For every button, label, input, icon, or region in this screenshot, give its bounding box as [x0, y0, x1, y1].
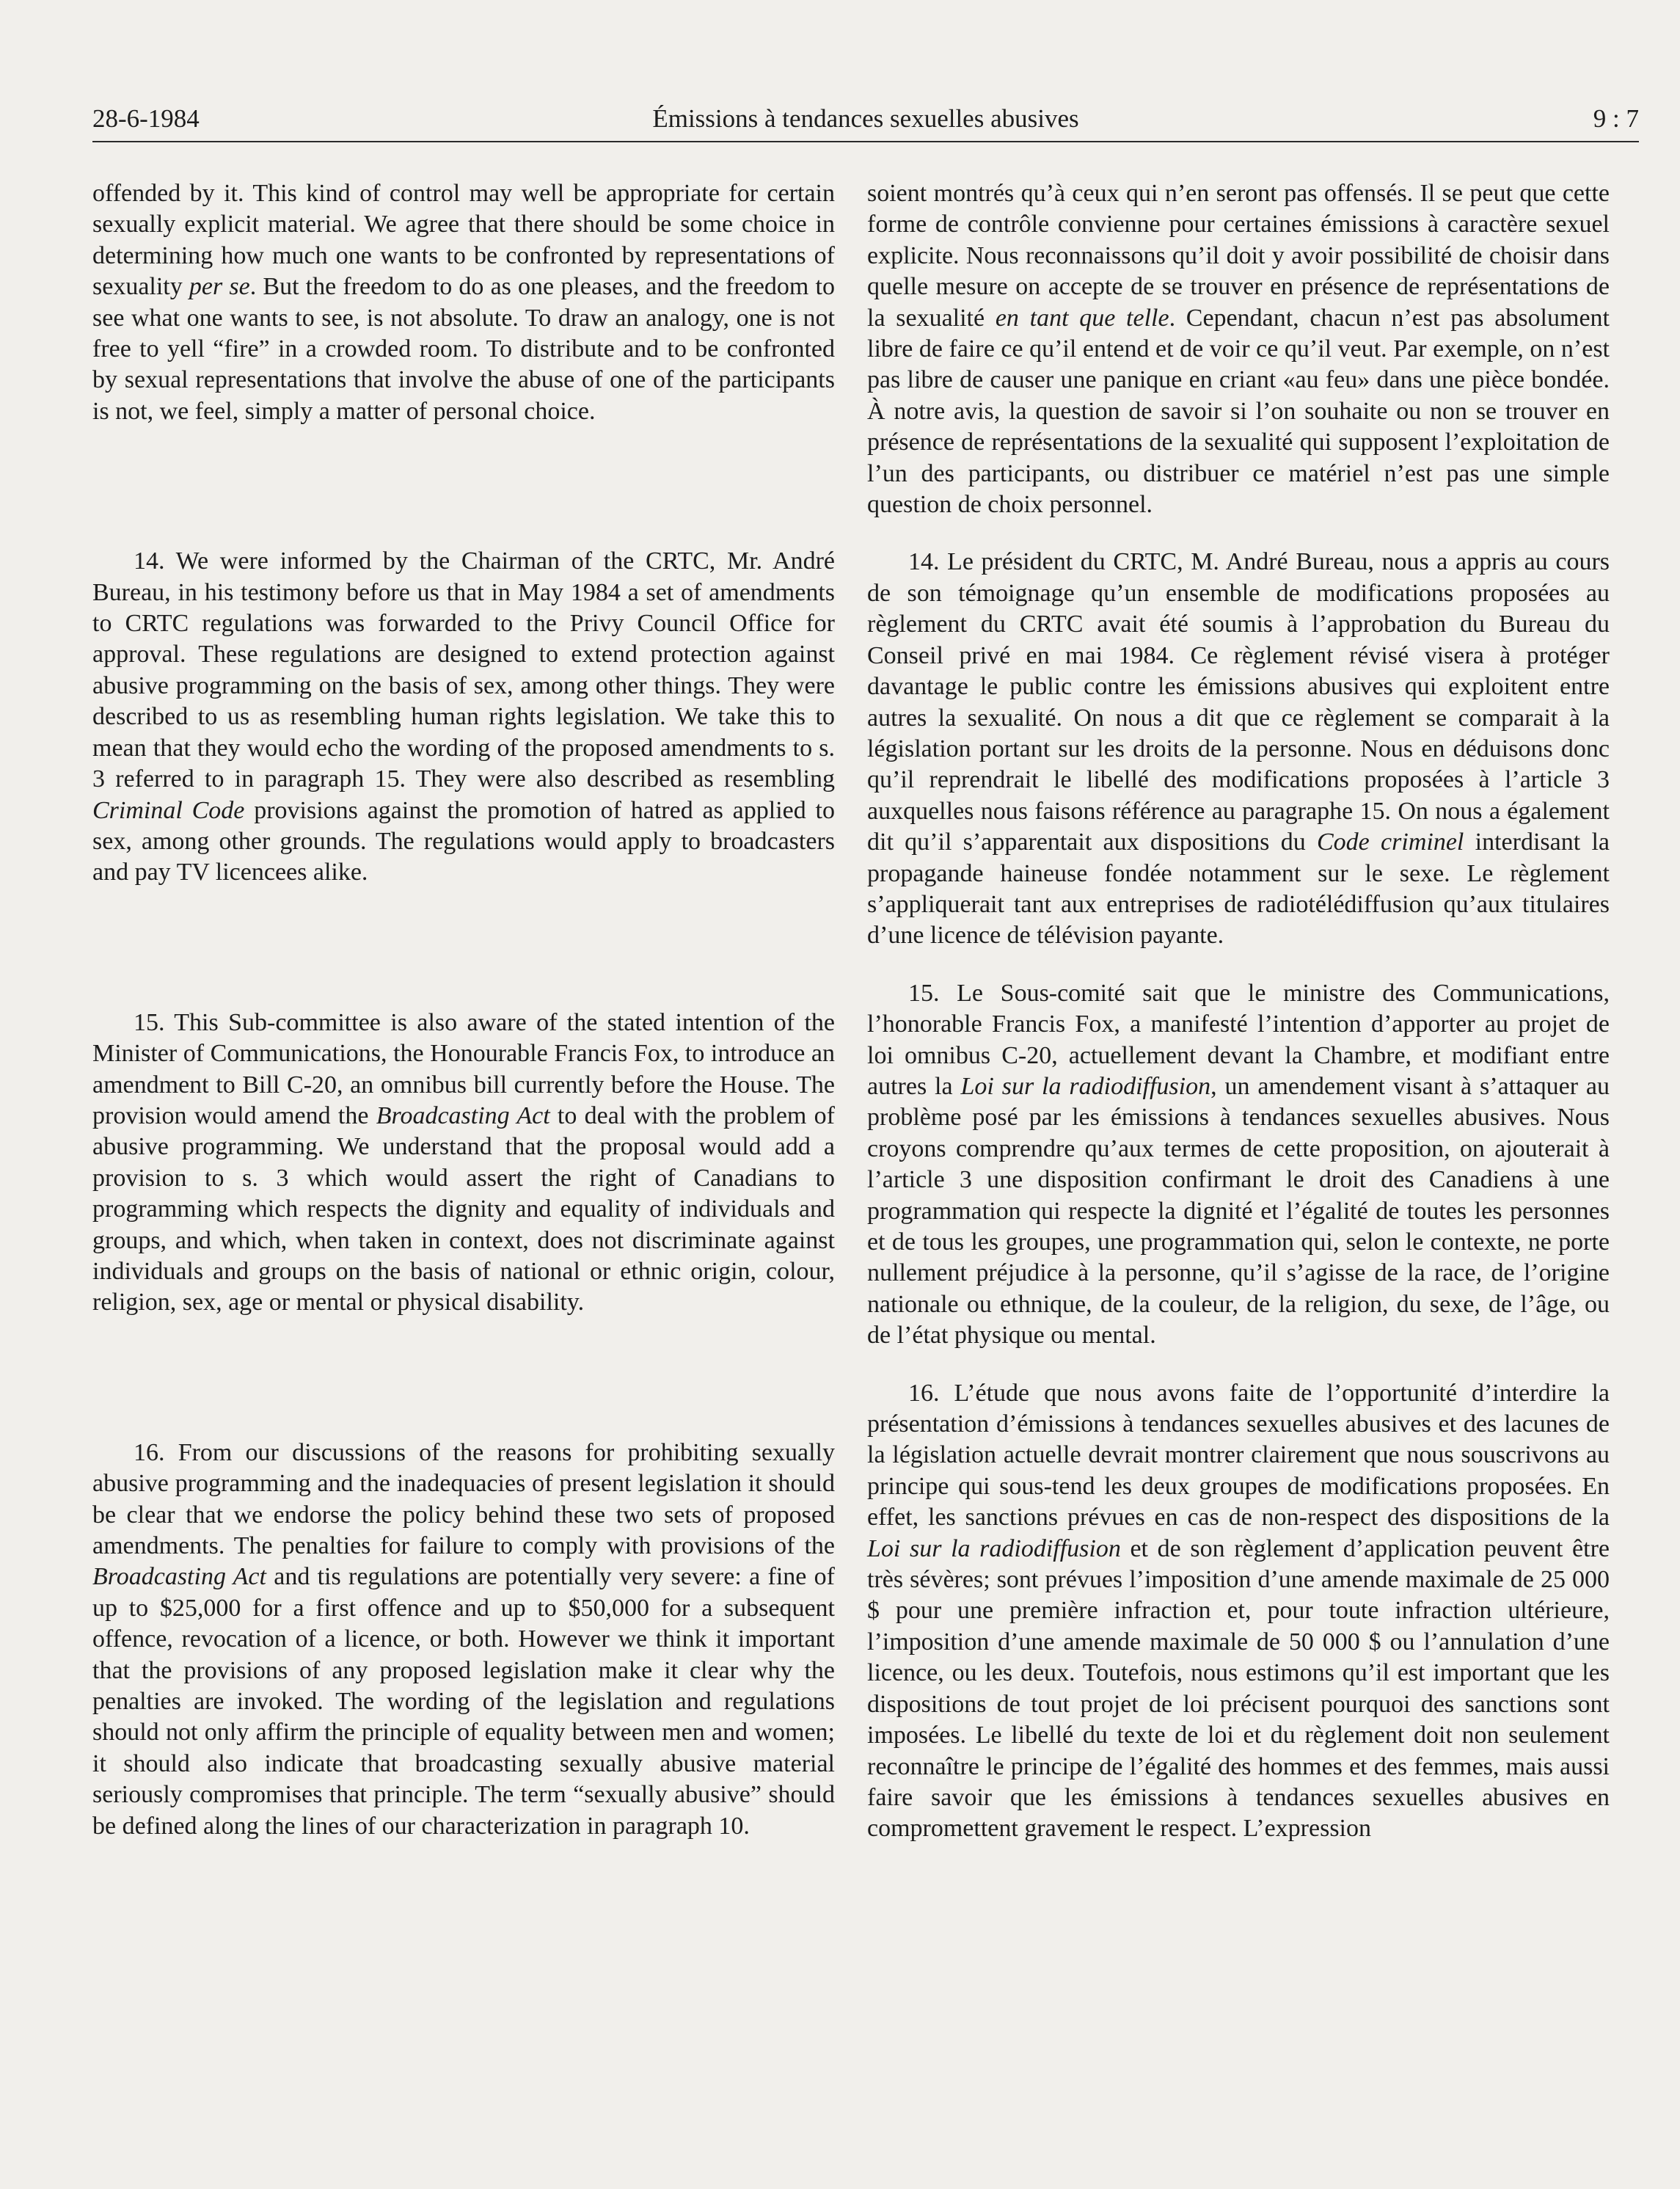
- en-paragraph-continued: [92, 178, 835, 427]
- text-run: 15. This Sub-committee is also aware of the stated intention of the Minister of Communications, the Honourable Francis Fox, to introduce an amendment to Bill C-20, an omnibus bill currently before the House. The provision would amend the: [92, 1008, 835, 1129]
- text-run: 16. L’étude que nous avons faite de l’opportunité d’interdire la présentation d’émissions à tendances sexuelles abusives et des lacunes de la législation actuelle devrait montrer clairement que nous souscrivons au principe qui sous-tend les deux groupes de modifications proposées. En effet, les sanctions prévues en cas de non-respect des dispositions de la: [867, 1379, 1610, 1531]
- header-page-number: 9 : 7: [1593, 104, 1639, 133]
- text-run: 14. We were informed by the Chairman of the CRTC, Mr. André Bureau, in his testimony before us that in May 1984 a set of amendments to CRTC regulations was forwarded to the Privy Council Office for approval. These regulations are designed to extend protection against abusive programming on the basis of sex, among other things. They were described to us as resembling human rights legislation. We take this to mean that they would echo the wording of the proposed amendments to s. 3 referred to in paragraph 15. They were also described as resembling: [92, 547, 835, 793]
- fr-paragraph-continued: [867, 178, 1610, 520]
- italic-text-run: Broadcasting Act: [92, 1563, 266, 1591]
- text-run: . But the freedom to do as one pleases, and the freedom to see what one wants to see, is not absolute. To draw an analogy, one is not free to yell “fire” in a crowded room. To distribute and to be confronted by sexual representations that involve the abuse of one of the participants is not, we feel, simply a matter of personal choice.: [92, 273, 835, 425]
- text-run: . Cependant, chacun n’est pas absolument libre de faire ce qu’il entend et de voir ce qu’il veut. Par exemple, on n’est pas libre de causer une panique en criant «au feu» dans une pièce bondée. À notre avis, la question de savoir si l’on souhaite ou non se trouver en présence de représentations de la sexualité qui supposent l’exploitation de l’un des participants, ou distribuer ce matériel n’est pas une simple question de choix personnel.: [867, 304, 1610, 519]
- italic-text-run: Broadcasting Act: [376, 1101, 550, 1129]
- en-paragraph-16: [92, 1438, 835, 1842]
- header-date: 28-6-1984: [92, 104, 200, 133]
- header-title: Émissions à tendances sexuelles abusives: [652, 104, 1079, 133]
- text-run: to deal with the problem of abusive programming. We understand that the proposal would add a provision to s. 3 which would assert the right of Canadians to programming which respects the dignity and equality of individuals and groups, and which, when taken in context, does not discriminate against individuals and groups on the basis of national or ethnic origin, colour, religion, sex, age or mental or physical disability.: [92, 1101, 835, 1316]
- italic-text-run: en tant que telle: [995, 304, 1169, 332]
- text-run: 15. Le Sous-comité sait que le ministre des Communications, l’honorable Francis Fox, a manifesté l’intention d’apporter au projet de loi omnibus C-20, actuellement devant la Chambre, et modifiant entre autres la: [867, 979, 1610, 1100]
- italic-text-run: Loi sur la radiodiffusion: [867, 1534, 1121, 1562]
- french-column: [867, 178, 1610, 1845]
- en-paragraph-14: [92, 546, 835, 888]
- text-run: 16. From our discussions of the reasons for prohibiting sexually abusive programming and the inadequacies of present legislation it should be clear that we endorse the policy behind these two sets of proposed amendments. The penalties for failure to comply with provisions of the: [92, 1438, 835, 1559]
- text-run: et de son règlement d’application peuvent être très sévères; sont prévues l’imposition d’une amende maximale de 25 000 $ pour une première infraction et, pour toute infraction ultérieure, l’imposition d’une amende maximale de 50 000 $ ou l’annulation d’une licence, ou les deux. Toutefois, nous estimons qu’il est important que les dispositions de tout projet de loi précisent pourquoi des sanctions sont imposées. Le libellé du texte de loi et du règlement doit non seulement reconnaître le principe de l’égalité des hommes et des femmes, mais aussi faire savoir que les émissions à tendances sexuelles abusives en compromettent gravement le respect. L’expression: [867, 1534, 1610, 1843]
- text-run: , un amendement visant à s’attaquer au problème posé par les émissions à tendances sexuelles abusives. Nous croyons comprendre qu’aux termes de cette proposition, on ajouterait à l’article 3 une disposition confirmant le droit des Canadiens à une programmation qui respecte la dignité et l’égalité de toutes les personnes et de tous les groupes, une programmation qui, selon le contexte, ne porte nullement préjudice à la personne, qu’il s’agisse de la race, de l’origine nationale ou ethnique, de la couleur, de la religion, du sexe, de l’âge, ou de l’état physique ou mental.: [867, 1072, 1610, 1350]
- header-rule: [92, 141, 1639, 142]
- en-paragraph-15: [92, 1008, 835, 1319]
- italic-text-run: Criminal Code: [92, 796, 245, 824]
- page-header: [92, 104, 1639, 139]
- fr-paragraph-16: [867, 1378, 1610, 1845]
- text-run: soient montrés qu’à ceux qui n’en seront pas offensés. Il se peut que cette forme de contrôle convienne pour certaines émissions à caractère sexuel explicite. Nous reconnaissons qu’il doit y avoir possibilité de choisir dans quelle mesure on accepte de se trouver en présence de représentations de la sexualité: [867, 180, 1610, 332]
- italic-text-run: per se: [189, 273, 250, 301]
- fr-paragraph-15: [867, 978, 1610, 1352]
- italic-text-run: Loi sur la radiodiffusion: [960, 1072, 1211, 1100]
- fr-paragraph-14: [867, 547, 1610, 951]
- text-run: provisions against the promotion of hatred as applied to sex, among other grounds. The regulations would apply to broadcasters and pay TV licencees alike.: [92, 796, 835, 886]
- text-run: interdisant la propagande haineuse fondée notamment sur le sexe. Le règlement s’appliquerait tant aux entreprises de radiotélédiffusion qu’aux titulaires d’une licence de télévision payante.: [867, 828, 1610, 950]
- text-run: and tis regulations are potentially very severe: a fine of up to $25,000 for a first offence and up to $50,000 for a subsequent offence, revocation of a licence, or both. However we think it important that the provisions of any proposed legislation make it clear why the penalties are invoked. The wording of the legislation and regulations should not only affirm the principle of equality between men and women; it should also indicate that broadcasting sexually abusive material seriously compromises that principle. The term “sexually abusive” should be defined along the lines of our characterization in paragraph 10.: [92, 1563, 835, 1840]
- italic-text-run: Code criminel: [1317, 828, 1464, 856]
- text-run: offended by it. This kind of control may well be appropriate for certain sexually explicit material. We agree that there should be some choice in determining how much one wants to be confronted by representations of sexuality: [92, 180, 835, 301]
- english-column: [92, 178, 835, 1842]
- text-run: 14. Le président du CRTC, M. André Bureau, nous a appris au cours de son témoignage qu’un ensemble de modifications proposées au règlement du CRTC avait été soumis à l’approbation du Bureau du Conseil privé en mai 1984. Ce règlement révisé visera à protéger davantage le public contre les émissions abusives qui exploitent entre autres la sexualité. On nous a dit que ce règlement se comparait à la législation portant sur les droits de la personne. Nous en déduisons donc qu’il reprendrait le libellé des modifications proposées à l’article 3 auxquelles nous faisons référence au paragraphe 15. On nous a également dit qu’il s’apparentait aux dispositions du: [867, 548, 1610, 856]
